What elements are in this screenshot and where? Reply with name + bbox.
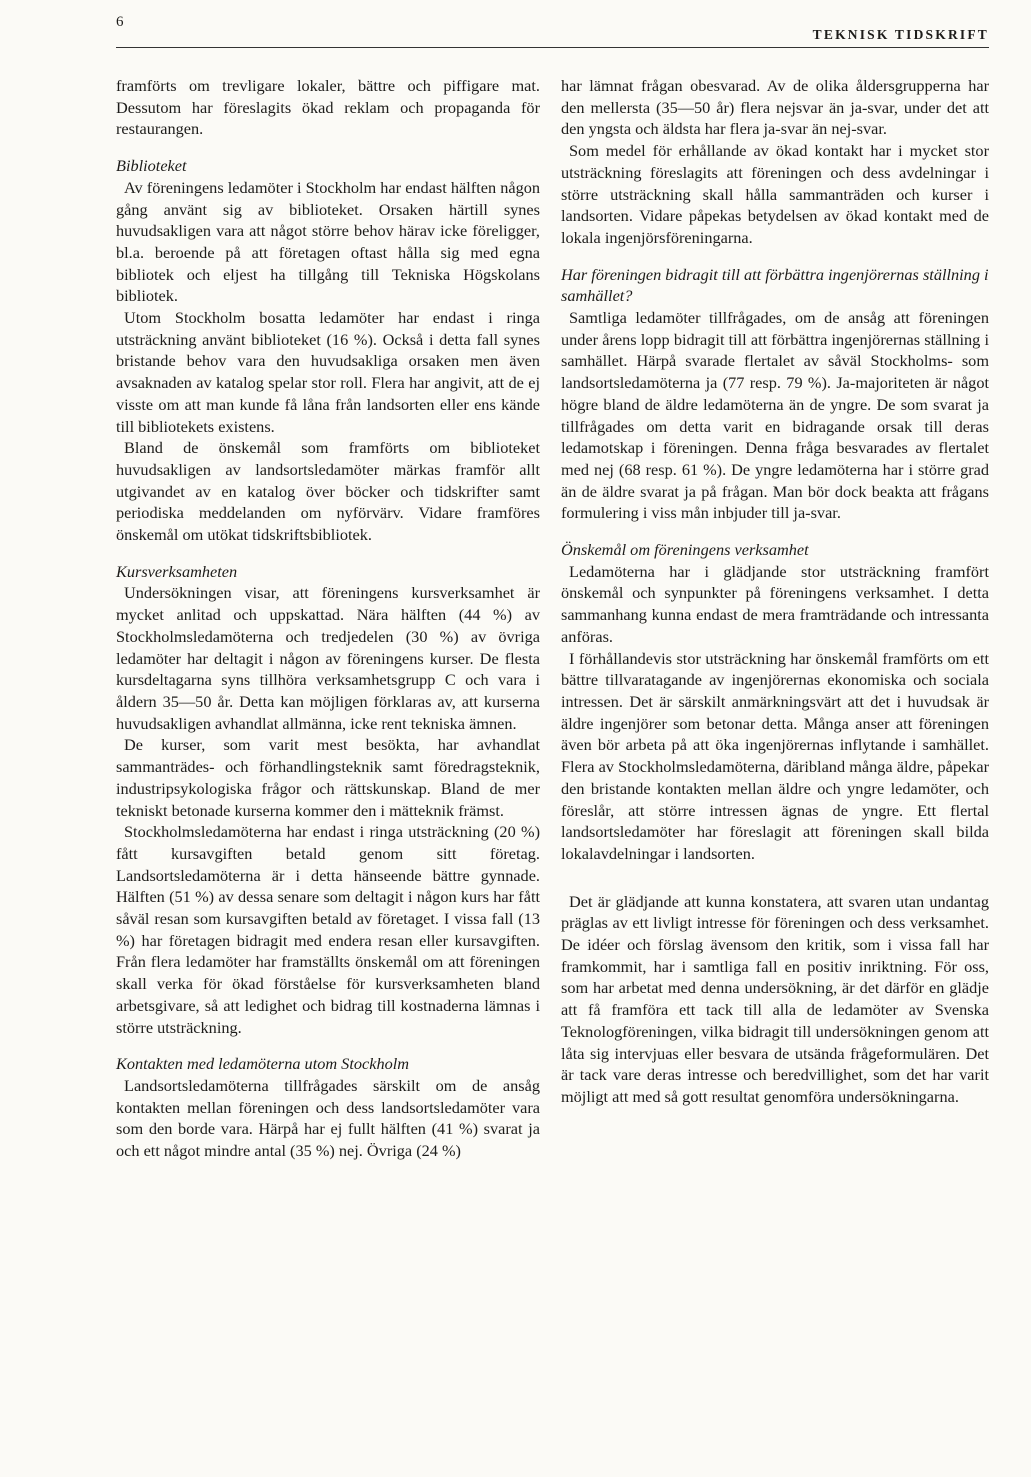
paragraph: Stockholmsledamöterna har endast i ringa utsträckning (20 %) fått kursavgiften betald genom sitt företag. Landsortsledamöterna är i detta hänseende bättre gynnade. Hälften (51 %) av dessa senare som deltagit i någon kurs har fått såväl resan som kursavgiften betald av företaget. I vissa fall (13 %) har företagen bidragit med endera resan eller kursavgiften. Från flera ledamöter har framställts önskemål om att föreningen skall verka för ökad förståelse för kursverksamheten bland arbetsgivare, så att ledighet och bidrag till kostnaderna lämnas i större utsträckning.: [116, 822, 540, 1037]
paragraph: I förhållandevis stor utsträckning har önskemål framförts om ett bättre tillvaratagande av ingenjörernas ekonomiska och sociala intressen. Det är särskilt anmärkningsvärt att det i huvudsak är äldre ingenjörer som betonar detta. Många anser att föreningen även bör arbeta på att öka ingenjörernas inflytande i samhället. Flera av Stockholmsledamöterna, däribland många äldre, påpekar den bristande kontakten mellan äldre och yngre ledamöter, och föreslår, att större intressen ägnas de yngre. Ett flertal landsortsledamöter har föreslagit att föreningen skall bilda lokalavdelningar i landsorten.: [561, 648, 989, 863]
paragraph: Samtliga ledamöter tillfrågades, om de ansåg att föreningen under årens lopp bidragit till att förbättra ingenjörernas ställning i samhället. Härpå svarade flertalet av såväl Stockholms- som landsortsledamöterna ja (77 resp. 79 %). Ja-majoriteten är något högre bland de äldre ledamöterna än de yngre. De som svarat ja tillfrågades om detta varit en bidragande orsak till deras ledamotskap i föreningen. Denna fråga besvarades av flertalet med nej (68 resp. 61 %). De yngre ledamöterna har i större grad än de äldre svarat ja på frågan. Man bör dock beakta att frågans formulering i viss mån inbjuder till ja-svar.: [561, 308, 989, 523]
paragraph: Bland de önskemål som framförts om biblioteket huvudsakligen av landsortsledamöter märkas framför allt utgivandet av en katalog över böcker och tidskrifter samt periodiska meddelanden om nyförvärv. Vidare framföres önskemål om utökat tidskriftsbibliotek.: [116, 438, 540, 545]
running-head: TEKNISK TIDSKRIFT: [812, 27, 989, 42]
paragraph: Landsortsledamöterna tillfrågades särskilt om de ansåg kontakten mellan föreningen och dess landsortsledamöter vara som den borde vara. Härpå har ej fullt hälften (41 %) svarat ja och ett något mindre antal (35 %) nej. Övriga (24 %): [116, 1075, 540, 1161]
paragraph: Undersökningen visar, att föreningens kursverksamhet är mycket anlitad och uppskattad. Nära hälften (44 %) av Stockholmsledamöterna och tredjedelen (30 %) av övriga ledamöter har deltagit i någon av föreningens kurser. De flesta kursdeltagarna syns tillhöra verksamhetsgrupp C och vara i åldern 35—50 år. Detta kan möjligen förklaras av, att kurserna huvudsakligen avhandlat allmänna, icke rent tekniska ämnen.: [116, 583, 540, 733]
paragraph: Av föreningens ledamöter i Stockholm har endast hälften någon gång använt sig av biblioteket. Orsaken härtill synes huvudsakligen vara att något större behov härav icke föreligger, bl.a. beroende på att företagen oftast hålla sig med egna bibliotek och eljest ha tillgång till Tekniska Högskolans bibliotek.: [116, 177, 540, 306]
paragraph-continued: har lämnat frågan obesvarad. Av de olika åldersgrupperna har den mellersta (35—50 år) flera nejsvar än ja-svar, under det att den yngsta och äldsta har flera ja-svar än nej-svar.: [561, 76, 989, 139]
paragraph: Som medel för erhållande av ökad kontakt har i mycket stor utsträckning föreslagits att föreningen och dess avdelningar i större utsträckning skall hålla sammanträden och kurser i landsorten. Vidare påpekas betydelsen av ökad kontakt med de lokala ingenjörsföreningarna.: [561, 141, 989, 247]
paragraph: Ledamöterna har i glädjande stor utsträckning framfört önskemål och synpunkter på föreningens verksamhet. I detta sammanhang kunna endast de mera framträdande och intressanta anföras.: [561, 561, 989, 646]
section-heading-kontakten: Kontakten med ledamöterna utom Stockholm: [116, 1054, 410, 1074]
right-column: [561, 75, 989, 1108]
paragraph: De kurser, som varit mest besökta, har avhandlat sammanträdes- och förhandlingsteknik samt föredragsteknik, industripsykologiska frågor och rättskunskap. Bland de mer tekniskt betonade kurserna kommer den i mätteknik främst.: [116, 735, 540, 820]
section-heading-kursverksamheten: Kursverksamheten: [116, 561, 238, 581]
page-number: 6: [116, 14, 124, 30]
section-heading-biblioteket: Biblioteket: [116, 156, 187, 176]
paragraph: Utom Stockholm bosatta ledamöter har endast i ringa utsträckning använt biblioteket (16 %). Också i detta fall synes bristande behov vara den huvudsakliga orsaken men även avsaknaden av katalog spelar stor roll. Flera har angivit, att de ej visste om att man kunde få låna från landsorten eller ens kände till bibliotekets existens.: [116, 308, 540, 436]
section-heading-onskemal: Önskemål om föreningens verksamhet: [561, 540, 809, 560]
left-column: [116, 75, 540, 1162]
section-heading-bidragit: Har föreningen bidragit till att förbättra ingenjörernas ställning i samhället?: [561, 264, 989, 306]
paragraph-conclusion: Det är glädjande att kunna konstatera, att svaren utan undantag präglas av ett livligt intresse för föreningen och dess verksamhet. De idéer och förslag ävensom den kritik, som i vissa fall har framkommit, har i samtliga fall en positiv inriktning. För oss, som har arbetat med denna undersökning, är det därför en glädje att få framföra ett tack till alla de ledamöter av Svenska Teknologföreningen, vilka bidragit till undersökningen genom att låta sig intervjuas eller besvara de utsända frågeformulären. Det är tack vare deras intresse och beredvillighet, som det har varit möjligt att med så gott resultat genomföra undersökningarna.: [561, 891, 989, 1106]
paragraph-intro: framförts om trevligare lokaler, bättre och piffigare mat. Dessutom har föreslagits ökad reklam och propaganda för restaurangen.: [116, 76, 540, 139]
header-rule: [116, 47, 989, 48]
